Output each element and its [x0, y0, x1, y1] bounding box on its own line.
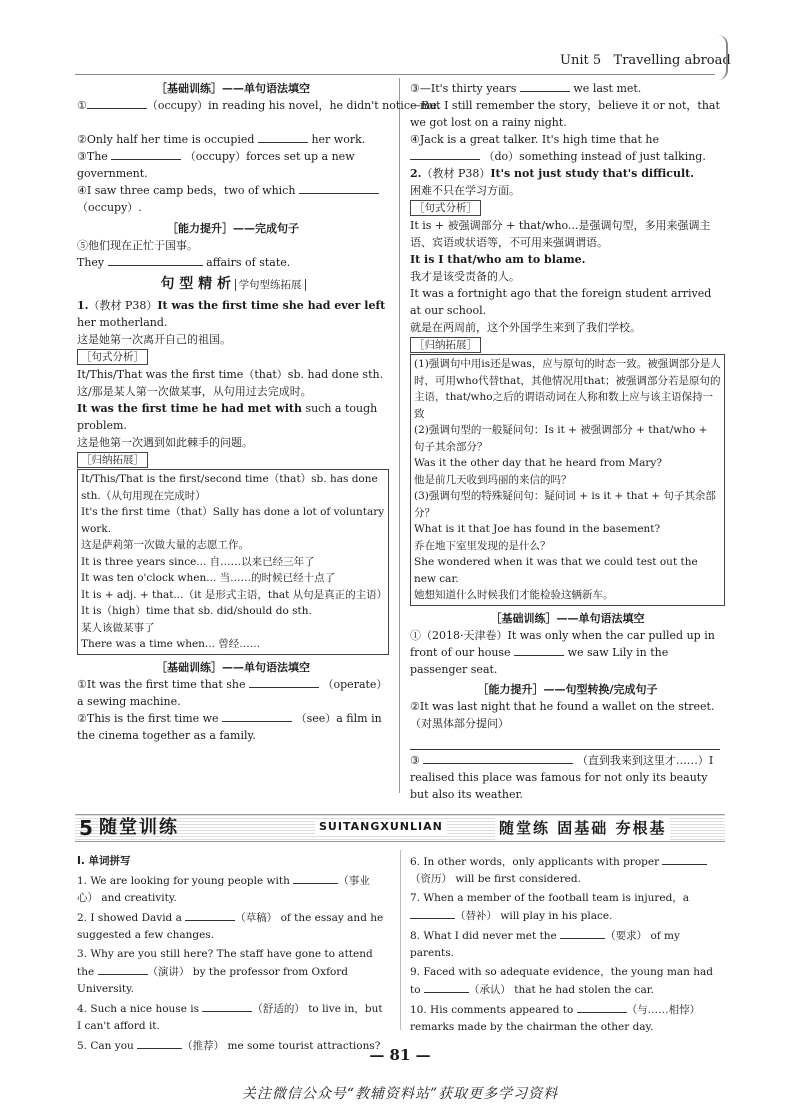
- answer-blank[interactable]: [249, 676, 319, 688]
- expand-line: 她想知道什么时候我们才能检验这辆新车。: [414, 589, 614, 601]
- answer-blank[interactable]: [299, 182, 379, 194]
- example: It was a fortnight ago that the foreign student arrived at our school.: [410, 287, 712, 317]
- translation: 这是她第一次离开自己的祖国。: [77, 333, 231, 346]
- answer-blank[interactable]: [222, 710, 292, 722]
- column-divider: [399, 78, 400, 793]
- exercise-item: ②Only half her time is occupied her work.: [77, 133, 366, 146]
- expand-line: 这是萨莉第一次做大量的志愿工作。: [81, 539, 249, 551]
- exercise-item: ②This is the first time we （see）a film in the cinema together as a family.: [77, 711, 382, 742]
- expand-line: It is + adj. + that...（it 是形式主语，that 从句是真正的主语）: [81, 588, 388, 601]
- exercise-line: —But I still remember the story，believe it or not，that we got lost on a rainy night.: [410, 99, 720, 129]
- ability-heading: ［能力提升］——完成句子: [167, 222, 299, 235]
- cn-prompt: ⑤他们现在正忙于国事。: [77, 239, 198, 252]
- answer-blank[interactable]: [520, 80, 570, 92]
- answer-blank[interactable]: [108, 254, 203, 266]
- practice-banner: [75, 814, 725, 842]
- left-column: [77, 80, 441, 744]
- expand-line: It is three years since... 自……以来已经三年了: [81, 555, 315, 568]
- expand-line: 他是前几天收到玛丽的来信的吗？: [414, 473, 572, 486]
- answer-line[interactable]: [410, 738, 720, 750]
- spelling-item: 5. Can you （推荐） me some tourist attractions?: [77, 1037, 389, 1055]
- example-cn: 就是在两周前，这个外国学生来到了我们学校。: [410, 321, 641, 334]
- footer-notice: 关注微信公众号“教辅资料站”获取更多学习资料: [241, 1086, 559, 1102]
- answer-blank[interactable]: [202, 1000, 252, 1012]
- exercise-item: ①It was the first time that she （operate）a sewing machine.: [77, 677, 388, 708]
- exercise-item: ②It was last night that he found a wallet on the street.（对黑体部分提问）: [410, 699, 715, 730]
- spelling-item: 10. His comments appeared to （与……相悖） remarks made by the chairman the other day.: [410, 1001, 725, 1036]
- exercise-item: They affairs of state.: [77, 256, 291, 269]
- answer-blank[interactable]: [410, 148, 480, 160]
- example-cn: 我才是该受责备的人。: [410, 270, 520, 283]
- header-curve: [716, 35, 728, 80]
- practice-title: 随堂训练: [99, 817, 179, 838]
- spelling-item: 4. Such a nice house is （舒适的） to live in，but I can't afford it.: [77, 1000, 389, 1035]
- expand-line: (3)强调句型的特殊疑问句：疑问词 + is it + that + 句子其余部分？: [414, 490, 716, 519]
- page-number: — 81 —: [369, 1046, 431, 1064]
- answer-blank[interactable]: [514, 644, 564, 656]
- expand-line: Was it the other day that he heard from Mary?: [414, 457, 662, 469]
- exercise-item: ④Jack is a great talker. It's high time that he （do）something instead of just talking.: [410, 133, 706, 163]
- pattern-2: 2.（教材 P38）It's not just study that's difficult.: [410, 167, 695, 180]
- page-header: [560, 52, 731, 69]
- basic-training-heading-2: ［基础训练］——单句语法填空: [156, 660, 310, 674]
- practice-right: [410, 853, 725, 1036]
- exercise-item: ③The （occupy）forces set up a new government.: [77, 150, 355, 180]
- expand-line: What is it that Joe has found in the basement?: [414, 523, 661, 535]
- expand-line: There was a time when... 曾经……: [81, 638, 261, 650]
- expand-line: She wondered when it was that we could test out the new car.: [414, 556, 698, 585]
- ability-heading-2: ［能力提升］——句型转换/完成句子: [477, 682, 658, 696]
- answer-blank[interactable]: [258, 131, 308, 143]
- spelling-item: 2. I showed David a （草稿） of the essay and he suggested a few changes.: [77, 909, 389, 944]
- analysis-tag: ［句式分析］: [410, 200, 481, 216]
- practice-pinyin: SUITANGXUNLIAN: [315, 819, 447, 835]
- example: It was the first time he had met with such a tough problem.: [77, 402, 378, 432]
- section-heading: Ⅰ. 单词拼写: [77, 855, 131, 867]
- practice-divider: [400, 850, 401, 1030]
- answer-blank[interactable]: [98, 963, 148, 975]
- pattern-banner: 句 型 精 析 学句型练拓展: [77, 276, 389, 294]
- answer-blank[interactable]: [424, 981, 469, 993]
- expand-line: It's the first time（that）Sally has done a lot of voluntary work.: [81, 506, 385, 535]
- expand-line: 乔在地下室里发现的是什么？: [414, 539, 551, 552]
- basic-training-heading: ［基础训练］——单句语法填空: [156, 82, 310, 95]
- practice-left: [77, 853, 389, 1055]
- expand-line: It is（high）time that sb. did/should do sth.: [81, 605, 312, 617]
- expand-line: 某人该做某事了: [81, 621, 155, 634]
- spelling-item: 7. When a member of the football team is injured，a （替补） will play in his place.: [410, 892, 690, 922]
- exercise-item: ④I saw three camp beds，two of which （occupy）.: [77, 182, 389, 216]
- analysis-text: It/This/That was the first time（that）sb. had done sth.: [77, 368, 384, 381]
- answer-blank[interactable]: [410, 907, 455, 919]
- example: It is I that/who am to blame.: [410, 253, 586, 266]
- practice-slogan: 随堂练 固基础 夯根基: [495, 816, 670, 840]
- spelling-item: 6. In other words，only applicants with proper （资历） will be first considered.: [410, 853, 725, 888]
- answer-blank[interactable]: [293, 872, 338, 884]
- analysis-tag: ［句式分析］: [77, 349, 148, 365]
- expand-tag: ［归纳拓展］: [410, 337, 481, 353]
- unit-label: Unit 5: [560, 53, 602, 68]
- exercise-item: ③ （直到我来到这里才……）I realised this place was famous for not only its beauty but also its weather.: [410, 753, 714, 801]
- answer-blank[interactable]: [185, 909, 235, 921]
- analysis-cn: 这/那是某人第一次做某事，从句用过去完成时。: [77, 385, 312, 398]
- expand-line: (2)强调句型的一般疑问句：Is it + 被强调部分 + that/who + 句子其余部分？: [414, 424, 708, 453]
- answer-blank[interactable]: [662, 853, 707, 865]
- answer-blank[interactable]: [423, 752, 573, 764]
- expand-tag: ［归纳拓展］: [77, 452, 148, 468]
- expand-line: It/This/That is the first/second time（that）sb. has done sth.（从句用现在完成时）: [81, 473, 378, 502]
- spelling-item: 8. What I did never met the （要求） of my parents.: [410, 927, 725, 962]
- answer-blank[interactable]: [560, 927, 605, 939]
- expand-box: [77, 469, 389, 655]
- expand-box: [410, 354, 725, 606]
- answer-blank[interactable]: [111, 148, 181, 160]
- basic-training-heading-3: ［基础训练］——单句语法填空: [490, 611, 645, 625]
- spelling-item: 1. We are looking for young people with （事业心） and creativity.: [77, 872, 389, 907]
- header-rule: [75, 74, 715, 75]
- answer-blank[interactable]: [577, 1001, 627, 1013]
- example-cn: 这是他第一次遇到如此棘手的问题。: [77, 436, 253, 449]
- exercise-item: ①（2018·天津卷）It was only when the car pulled up in front of our house we saw Lily in the passenger seat.: [410, 628, 715, 676]
- answer-blank[interactable]: [87, 97, 147, 109]
- expand-line: It was ten o'clock when... 当……的时候已经十点了: [81, 572, 336, 584]
- exercise-item: ③—It's thirty years we last met.: [410, 82, 642, 95]
- expand-line: (1)强调句中用is还是was，应与原句的时态一致。被强调部分是人时，可用who代替that，其他情况用that；被强调部分若是原句的主语，that/who之后的谓语动词在人称和数上应与该主语保持一致: [414, 358, 721, 420]
- pattern-1: 1.（教材 P38）It was the first time she had ever left her motherland.: [77, 299, 386, 329]
- practice-number: 5: [79, 816, 93, 840]
- analysis-text: It is + 被强调部分 + that/who...是强调句型，多用来强调主语、宾语或状语等，不可用来强调谓语。: [410, 219, 711, 249]
- right-column: [410, 80, 725, 803]
- spelling-item: 9. Faced with so adequate evidence，the young man had to （承认） that he had stolen the car.: [410, 966, 714, 996]
- exercise-item: ① （occupy）in reading his novel，he didn't notice me.: [77, 99, 441, 112]
- translation: 困难不只在学习方面。: [410, 184, 520, 197]
- spelling-item: 3. Why are you still here? The staff have gone to attend the （演讲） by the professor from Oxford University.: [77, 948, 373, 995]
- unit-title: Travelling abroad: [613, 53, 731, 68]
